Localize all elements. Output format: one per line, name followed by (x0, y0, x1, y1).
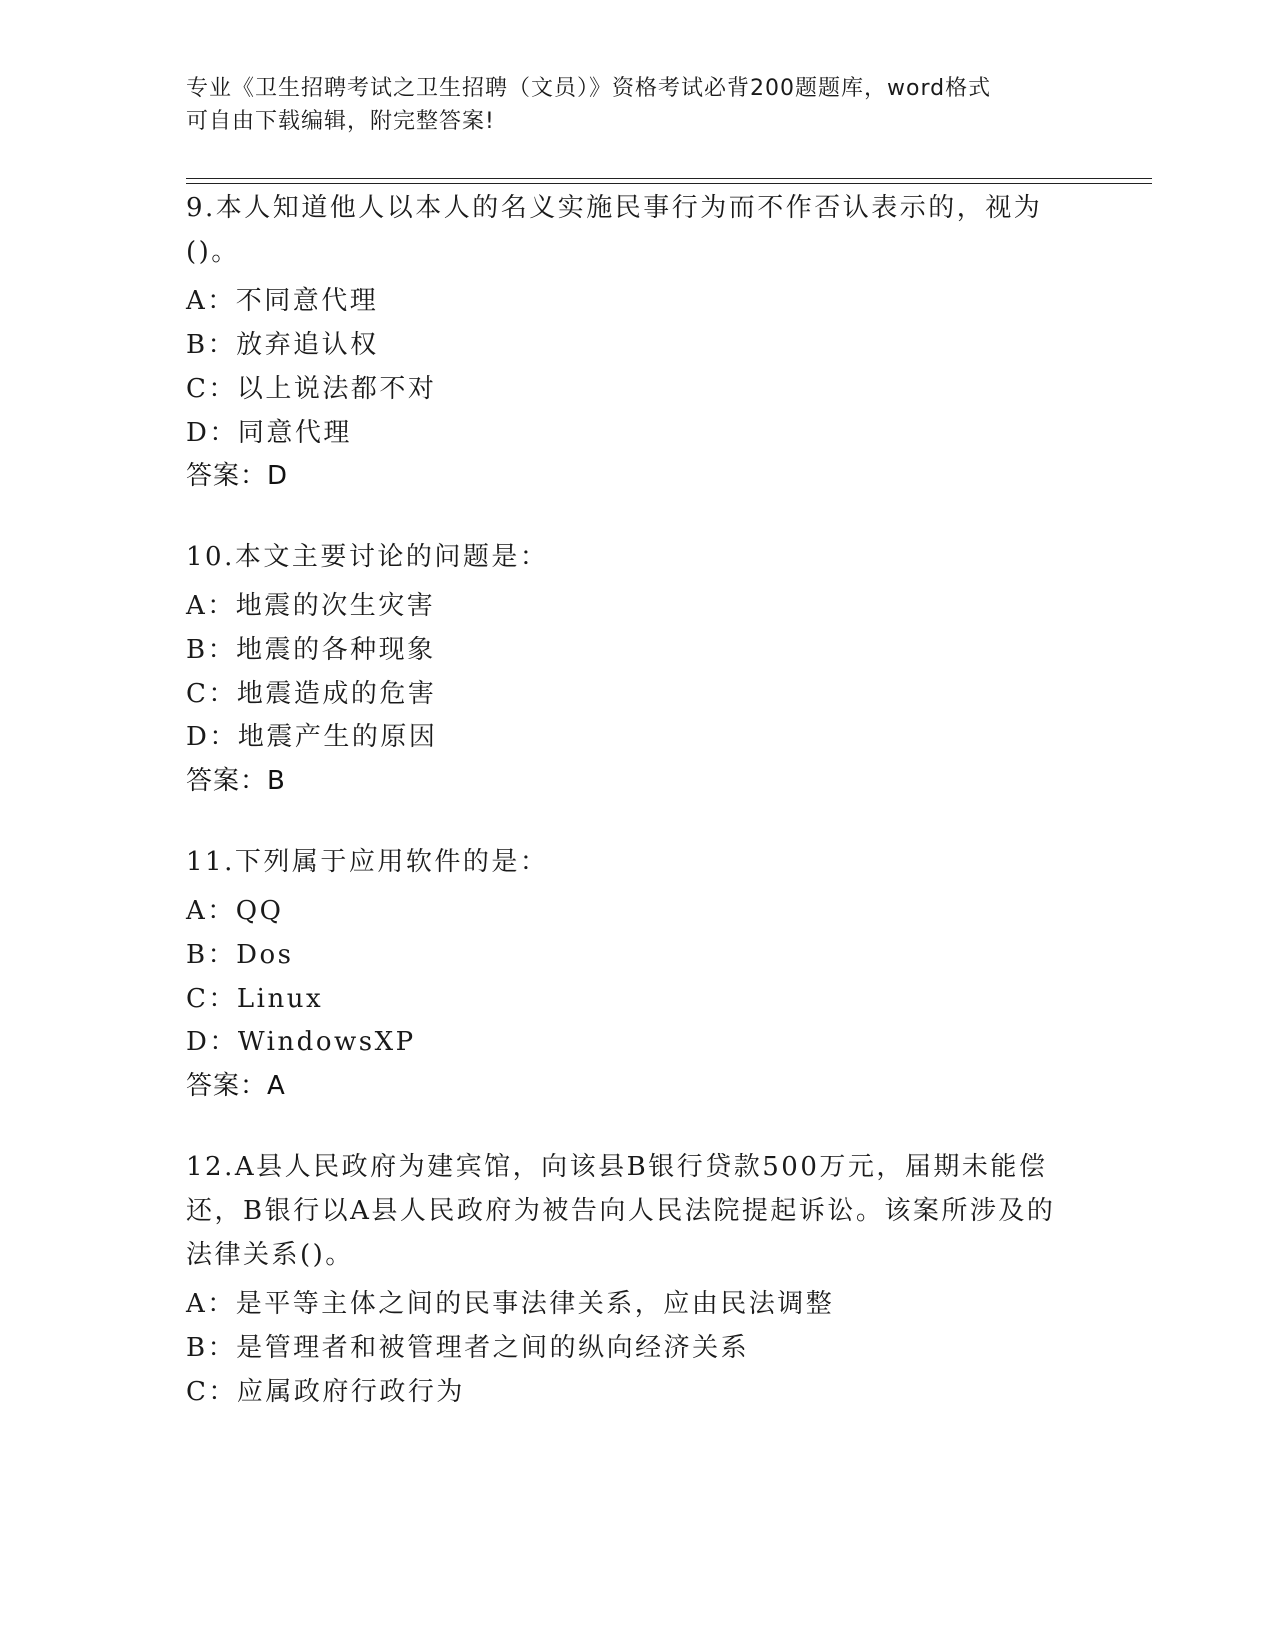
question-12-option-c: C：应属政府行政行为 (186, 1377, 465, 1407)
question-10-answer: 答案：B (186, 766, 286, 796)
question-11-option-c: C：Linux (186, 984, 324, 1014)
question-9-answer: 答案：D (186, 461, 289, 491)
question-10-option-a: A：地震的次生灾害 (186, 591, 436, 621)
question-9-option-d: D：同意代理 (186, 418, 352, 448)
question-12-option-a: A：是平等主体之间的民事法律关系，应由民法调整 (186, 1289, 835, 1319)
question-stem-10: 10.本文主要讨论的问题是： (186, 542, 549, 572)
question-11-option-d: D：WindowsXP (186, 1027, 416, 1057)
question-stem-9-line-2: ()。 (186, 237, 240, 267)
question-stem-11: 11.下列属于应用软件的是： (186, 847, 549, 877)
question-10-option-c: C：地震造成的危害 (186, 679, 437, 709)
question-stem-12-line-3: 法律关系()。 (186, 1240, 354, 1270)
header-line-1: 专业《卫生招聘考试之卫生招聘（文员）》资格考试必背200题题库，word格式 (186, 76, 992, 101)
question-stem-12-line-1: 12.A县人民政府为建宾馆，向该县B银行贷款500万元，届期未能偿 (186, 1152, 1048, 1182)
question-10-option-b: B：地震的各种现象 (186, 635, 436, 665)
question-12-option-b: B：是管理者和被管理者之间的纵向经济关系 (186, 1333, 750, 1363)
question-10-option-d: D：地震产生的原因 (186, 722, 438, 752)
question-9-option-c: C：以上说法都不对 (186, 374, 437, 404)
question-11-option-a: A：QQ (186, 896, 284, 926)
header-divider-bottom (186, 183, 1152, 184)
document-header (186, 72, 1066, 138)
question-11-answer: 答案：A (186, 1071, 286, 1101)
question-9-option-a: A：不同意代理 (186, 286, 379, 316)
question-11-option-b: B：Dos (186, 940, 294, 970)
question-stem-9-line-1: 9.本人知道他人以本人的名义实施民事行为而不作否认表示的，视为 (186, 193, 1043, 223)
question-9-option-b: B：放弃追认权 (186, 330, 379, 360)
header-divider-top (186, 178, 1152, 179)
header-line-2: 可自由下载编辑，附完整答案! (186, 109, 495, 134)
question-stem-12-line-2: 还，B银行以A县人民政府为被告向人民法院提起诉讼。该案所涉及的 (186, 1196, 1056, 1226)
